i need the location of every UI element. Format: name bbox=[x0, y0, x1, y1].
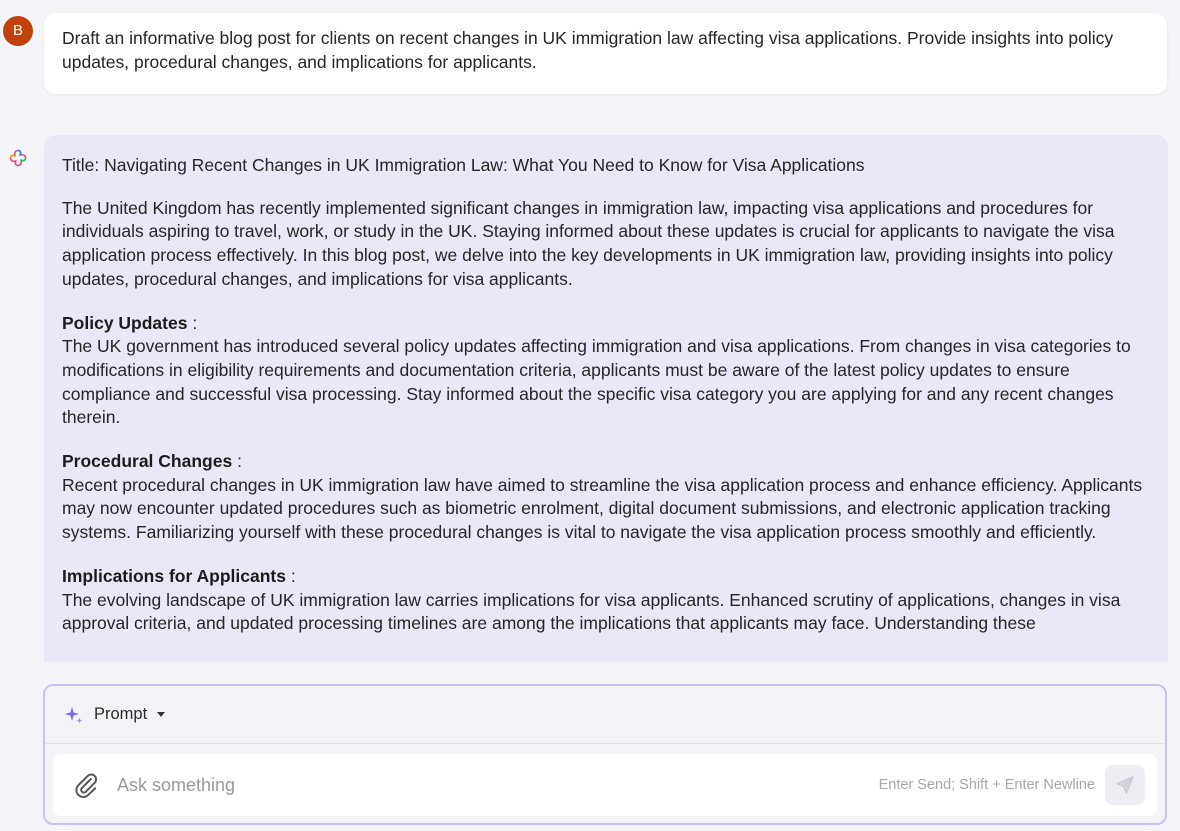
composer-toolbar bbox=[45, 686, 1165, 744]
post-title: Title: Navigating Recent Changes in UK Immigration Law: What You Need to Know for Visa Applications bbox=[62, 155, 865, 175]
user-avatar: B bbox=[3, 16, 33, 46]
section-suffix: : bbox=[232, 451, 242, 472]
prompt-dropdown[interactable] bbox=[63, 704, 165, 726]
section-heading: Procedural Changes bbox=[62, 451, 233, 472]
section-body: The evolving landscape of UK immigration law carries implications for visa applicants. Enhanced scrutiny of applications, changes in visa approval criteria, and updated processing timelines are among the implications that applicants may face. Understanding these bbox=[62, 589, 1121, 634]
post-intro: The United Kingdom has recently implemented significant changes in immigration law, impacting visa applications and procedures for individuals aspiring to travel, work, or study in the UK. Staying informed about these updates is crucial for applicants to navigate the visa application process effectively. In this blog post, we delve into the key developments in UK immigration law, providing insights into policy updates, procedural changes, and implications for visa applicants. bbox=[62, 197, 1115, 289]
composer-input-row bbox=[53, 754, 1157, 816]
caret-down-icon bbox=[157, 712, 165, 717]
section-implications bbox=[62, 565, 1150, 636]
keyboard-hint: Enter Send; Shift + Enter Newline bbox=[878, 777, 1095, 793]
section-heading: Policy Updates bbox=[62, 312, 188, 333]
assistant-message bbox=[44, 135, 1168, 662]
prompt-label: Prompt bbox=[94, 705, 148, 723]
bot-logo-icon bbox=[8, 148, 28, 168]
send-icon bbox=[1114, 774, 1136, 796]
composer bbox=[43, 684, 1167, 825]
section-suffix: : bbox=[187, 312, 198, 333]
section-body: The UK government has introduced several policy updates affecting immigration and visa applications. From changes in visa categories to modifications in eligibility requirements and documentation criteria, applicants must be aware of the latest policy updates to ensure compliance and successful visa processing. Stay informed about the specific visa category you are applying for and any recent changes therein. bbox=[62, 336, 1131, 428]
sparkle-icon bbox=[63, 704, 85, 726]
section-heading: Implications for Applicants bbox=[62, 565, 286, 586]
ask-input[interactable] bbox=[117, 775, 879, 796]
section-suffix: : bbox=[285, 565, 296, 586]
paperclip-icon[interactable] bbox=[73, 772, 99, 798]
section-procedural-changes bbox=[62, 450, 1150, 545]
send-button[interactable] bbox=[1105, 765, 1145, 805]
section-body: Recent procedural changes in UK immigration law have aimed to streamline the visa application process and enhance efficiency. Applicants may now encounter updated procedures such as biometric enrolment, digital document submissions, and electronic application tracking systems. Familiarizing yourself with these procedural changes is vital to navigate the visa application process smoothly and efficiently. bbox=[62, 474, 1143, 543]
section-policy-updates bbox=[62, 312, 1150, 431]
user-message: Draft an informative blog post for clients on recent changes in UK immigration law affecting visa applications. Provide insights into policy updates, procedural changes, and implications for applicants. bbox=[44, 13, 1167, 94]
